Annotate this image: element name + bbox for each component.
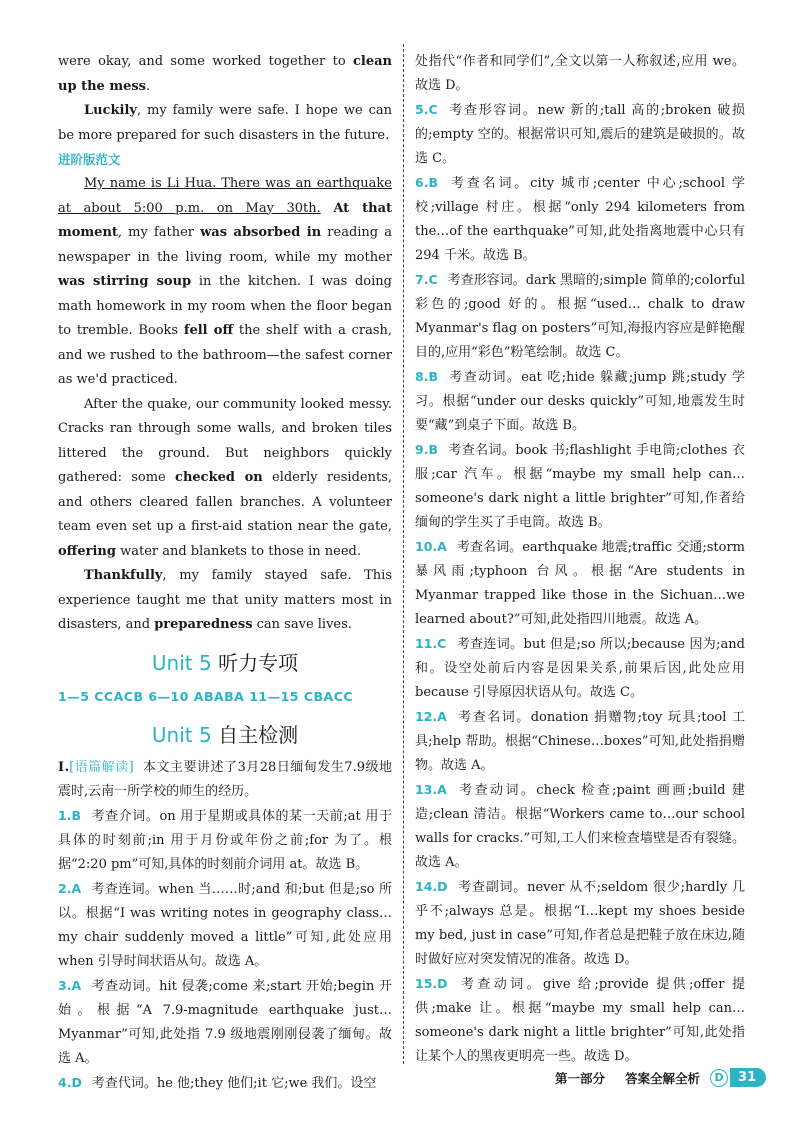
answer-number: 8.B: [415, 369, 438, 384]
answer-explanation: 考查动词。eat 吃;hide 躲藏;jump 跳;study 学习。根据“under our desks quickly”可知,地震发生时要“藏”到桌子下面。故选 B。: [415, 370, 745, 433]
answer-item: [58, 877, 392, 974]
text: the shelf with a crash, and we rushed to the bathroom—the safest corner as we'd practiced.: [58, 323, 393, 387]
text: .: [146, 78, 151, 94]
discourse-tag: [语篇解读]: [69, 759, 134, 775]
answer-item: [415, 535, 745, 632]
text: , my family were safe. I hope we can be more prepared for such disasters in the future.: [58, 103, 392, 143]
answer-item: [415, 438, 745, 535]
bold-phrase: was absorbed in: [200, 225, 322, 240]
column-divider: [403, 44, 404, 1064]
answer-item: [58, 804, 392, 877]
advanced-sample-label: 进阶版范文: [58, 152, 121, 167]
answer-number: 6.B: [415, 175, 438, 190]
answer-explanation: 考查名词。city 城市;center 中心;school 学校;village 村庄。根据“only 294 kilometers from the…of the earthquake”可知,此处指离地震中心只有 294 千米。故选 B。: [415, 176, 745, 263]
page-footer: [555, 1068, 766, 1087]
answer-number: 3.A: [58, 977, 82, 993]
answer-number: 13.A: [415, 782, 447, 797]
text: water and blankets to those in need.: [115, 543, 361, 559]
answer-item: [415, 365, 745, 438]
footer-title: 答案全解全析: [625, 1070, 701, 1086]
text: , my father: [117, 225, 201, 240]
unit-label: Unit 5: [151, 722, 212, 747]
answer-explanation: 考查名词。donation 捐赠物;toy 玩具;tool 工具;help 帮助。根据“Chinese…boxes”可知,此处指捐赠物。故选 A。: [415, 710, 745, 773]
answer-continuation: 处指代“作者和同学们”,全文以第一人称叙述,应用 we。故选 D。: [415, 54, 745, 93]
bold-phrase: fell off: [183, 323, 234, 338]
text: reading a newspaper in the living room, while my mother: [58, 225, 392, 265]
underlined-sentence: My name is Li Hua. There was an earthquake at about 5:00 p.m. on May 30th.: [58, 176, 392, 216]
answer-explanation: 考查介词。on 用于星期或具体的某一天前;at 用于具体的时刻前;in 用于月份或年份之前;for 为了。根据“2:20 pm”可知,具体的时刻前介词用 at。故选 B。: [58, 808, 392, 872]
unit-title: 自主检测: [218, 722, 299, 747]
bold-phrase: offering: [58, 543, 116, 559]
answer-item: [415, 875, 745, 972]
page-number: 31: [730, 1068, 766, 1087]
right-column: [415, 50, 745, 1069]
unit-label: Unit 5: [151, 650, 212, 675]
answer-number: 1.B: [58, 807, 81, 823]
footer-letter-badge: D: [710, 1069, 728, 1087]
answer-explanation: 考查形容词。dark 黑暗的;simple 简单的;colorful 彩色的;good 好的。根据“used… chalk to draw Myanmar's flag on posters”可知,海报内容应是鲜艳醒目的,应用“彩色”粉笔绘制。故选 C。: [415, 273, 745, 360]
text: 本文主要讲述了3月28日缅甸发生7.9级地震时,云南一所学校的师生的经历。: [58, 759, 392, 799]
text: were okay, and some worked together to: [58, 54, 353, 69]
answer-explanation: 考查形容词。new 新的;tall 高的;broken 破损的;empty 空的。根据常识可知,震后的建筑是破损的。故选 C。: [415, 103, 745, 166]
answer-number: 9.B: [415, 442, 438, 457]
answer-number: 2.A: [58, 880, 82, 896]
left-column: [58, 50, 392, 1096]
answer-number: 11.C: [415, 636, 447, 651]
answer-item: [58, 974, 392, 1071]
footer-part: 第一部分: [555, 1070, 606, 1086]
answer-number: 7.C: [415, 272, 438, 287]
answer-item: [415, 705, 745, 778]
bold-phrase: checked on: [175, 470, 263, 485]
answer-number: 15.D: [415, 976, 448, 991]
unit-title: 听力专项: [218, 650, 299, 675]
bold-phrase: was stirring soup: [58, 274, 192, 289]
text: in the kitchen. I was doing math homework in my room when the floor began to tremble. Books: [58, 274, 392, 338]
answer-number: 5.C: [415, 102, 438, 117]
answer-explanation: 考查动词。hit 侵袭;come 来;start 开始;begin 开始。根据“A 7.9-magnitude earthquake just…Myanmar”可知,此处指 7.9 级地震刚刚侵袭了缅甸。故选 A。: [58, 978, 392, 1066]
answer-item: [58, 1071, 392, 1096]
answer-item: [415, 268, 745, 365]
text: After the quake, our community looked messy. Cracks ran through some walls, and broken tiles littered the ground. But neighbors quickly gathered: some: [58, 396, 392, 485]
text: elderly residents, and others cleared fallen branches. A volunteer team even set up a first-aid station near the gate,: [58, 470, 392, 534]
section-number: Ⅰ.: [58, 759, 70, 775]
unit-listening-heading: [58, 646, 392, 680]
section-intro: [58, 756, 392, 804]
text: can save lives.: [252, 617, 352, 632]
answer-number: 4.D: [58, 1074, 82, 1090]
listening-answers: 1—5 CCACB 6—10 ABABA 11—15 CBACC: [58, 688, 354, 704]
bold-phrase: At that moment: [58, 200, 393, 240]
essay-ending-paragraph: [58, 50, 392, 99]
advanced-paragraph-2: [58, 393, 392, 565]
bold-phrase: preparedness: [154, 617, 253, 632]
text: , my family stayed safe. This experience taught me that unity matters most in disasters, and: [58, 568, 392, 632]
answer-number: 12.A: [415, 709, 447, 724]
answer-item: [415, 778, 745, 875]
answer-explanation: 考查动词。give 给;provide 提供;offer 提供;make 让。根据“maybe my small help can…someone's dark night a little brighter”可知,此处指让某个人的黑夜更明亮一些。故选 D。: [415, 977, 745, 1064]
answer-explanation: 考查连词。but 但是;so 所以;because 因为;and 和。设空处前后内容是因果关系,前果后因,此处应用 because 引导原因状语从句。故选 C。: [415, 637, 745, 700]
answer-item: [415, 171, 745, 268]
answer-number: 14.D: [415, 879, 448, 894]
bold-phrase: clean up the mess: [58, 54, 392, 94]
answer-item: [415, 98, 745, 171]
answer-explanation: 考查连词。when 当……时;and 和;but 但是;so 所以。根据“I was writing notes in geography class…my chair suddenly moved a little”可知,此处应用 when 引导时间状语从句。故选 A。: [58, 881, 392, 969]
answer-explanation: 考查动词。check 检查;paint 画画;build 建造;clean 清洁。根据“Workers came to…our school walls for cracks.”可知,工人们来检查墙壁是否有裂缝。故选 A。: [415, 783, 745, 870]
answer-item: [415, 972, 745, 1069]
unit-self-test-heading: [58, 718, 392, 752]
answer-explanation: 考查副词。never 从不;seldom 很少;hardly 几乎不;always 总是。根据“I…kept my shoes beside my bed, just in case”可知,作者总是把鞋子放在床边,随时做好应对突发情况的准备。故选 D。: [415, 880, 745, 967]
answer-explanation: 考查名词。earthquake 地震;traffic 交通;storm 暴风雨;typhoon 台风。根据“Are students in Myanmar trapped like those in the Sichuan…we learned about?”可知,此处指四川地震。故选 A。: [415, 540, 745, 627]
answer-explanation: 考查名词。book 书;flashlight 手电筒;clothes 衣服;car 汽车。根据“maybe my small help can…someone's dark night a little brighter”可知,作者给缅甸的学生买了手电筒。故选 B。: [415, 443, 745, 530]
bold-phrase: Thankfully: [84, 568, 163, 583]
bold-phrase: Luckily: [84, 103, 137, 118]
advanced-paragraph-1: [58, 172, 392, 393]
answer-number: 10.A: [415, 539, 447, 554]
essay-closing-paragraph: [58, 99, 392, 148]
answer-explanation: 考查代词。he 他;they 他们;it 它;we 我们。设空: [91, 1075, 377, 1091]
advanced-paragraph-3: [58, 564, 392, 638]
answer-item: [415, 632, 745, 705]
